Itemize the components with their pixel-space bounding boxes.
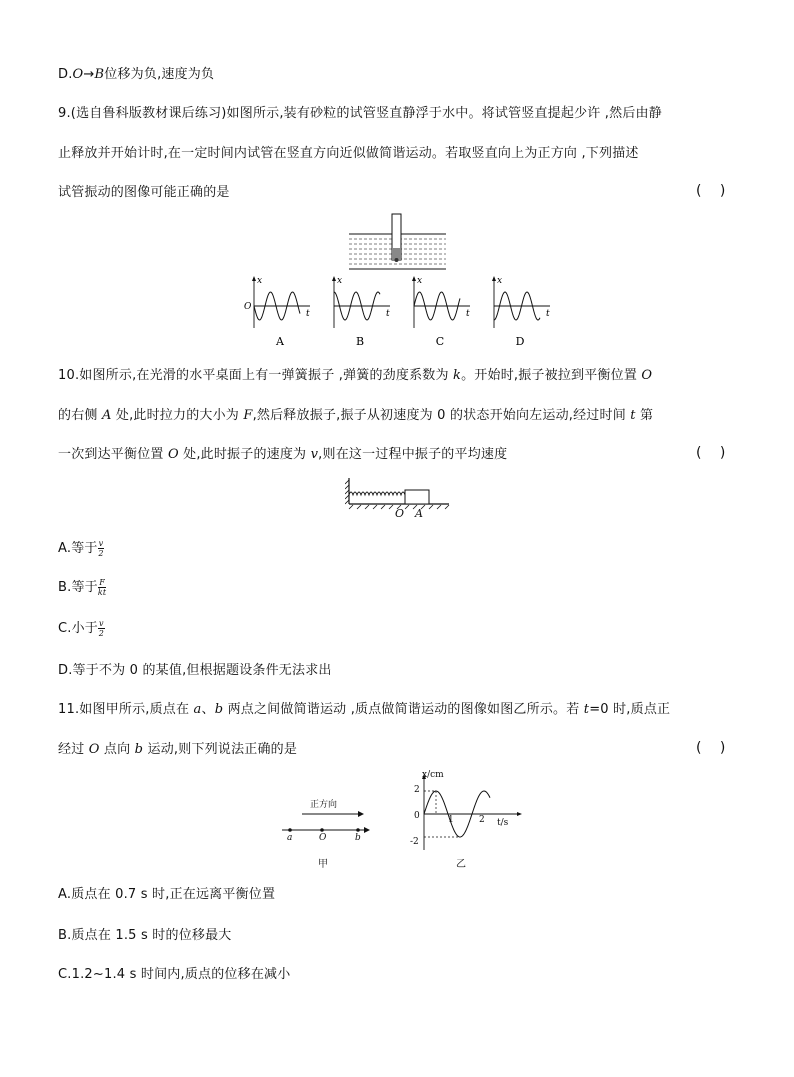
- yi-xtick-1: 1: [448, 815, 454, 825]
- var-b: b: [134, 742, 144, 757]
- x-axis-label: t: [546, 309, 550, 319]
- graph-label: C: [435, 335, 445, 348]
- point-b: B: [94, 67, 105, 82]
- jia-label-o: O: [319, 833, 327, 843]
- q9-line-1: 9.(选自鲁科版教材课后练习)如图所示,装有砂粒的试管竖直静浮于水中。将试管竖直提起少许 ,然后由静: [58, 106, 662, 121]
- text: 、: [201, 702, 215, 717]
- fig-label-a: A: [415, 507, 423, 520]
- origin-label: O: [244, 302, 252, 312]
- var-o: O: [88, 742, 100, 757]
- q9-graph-c: [412, 276, 470, 348]
- y-axis-label: x: [257, 276, 263, 286]
- q9-graphs: [240, 272, 560, 352]
- q9-line-3: 试管振动的图像可能正确的是: [58, 185, 230, 200]
- jia-label-a: a: [287, 833, 293, 843]
- graph-label: D: [515, 335, 525, 348]
- text: ,则在这一过程中振子的平均速度: [318, 447, 508, 462]
- q11-option-b: B.质点在 1.5 s 时的位移最大: [58, 928, 232, 943]
- yi-xtick-2: 2: [479, 815, 485, 825]
- denominator: 2: [98, 629, 105, 638]
- text: ,然后释放振子,振子从初速度为 0 的状态开始向左运动,经过时间: [252, 408, 631, 423]
- text: 经过: [58, 742, 89, 757]
- yi-xlabel: t/s: [497, 818, 509, 828]
- q9-graph-d: [492, 276, 550, 348]
- var-o: O: [641, 368, 653, 383]
- x-axis-label: t: [386, 309, 390, 319]
- option-text: 位移为负,速度为负: [104, 67, 215, 82]
- y-axis-label: x: [417, 276, 423, 286]
- text: 运动,则下列说法正确的是: [143, 742, 298, 757]
- y-axis-label: x: [337, 276, 343, 286]
- denominator: kt: [97, 588, 107, 597]
- text: 第: [635, 408, 654, 423]
- numerator: v: [99, 619, 104, 628]
- text: 11.如图甲所示,质点在: [58, 702, 194, 717]
- q11-option-c: C.1.2~1.4 s 时间内,质点的位移在减小: [58, 967, 291, 982]
- text: 一次到达平衡位置: [58, 447, 168, 462]
- fraction: [98, 619, 105, 638]
- q10-option-b: [58, 576, 106, 597]
- text: 处,此时拉力的大小为: [111, 408, 244, 423]
- var-v: v: [310, 447, 319, 462]
- jia-direction-label: 正方向: [310, 800, 338, 810]
- q9-test-tube-figure: [345, 212, 450, 274]
- y-axis-label: x: [497, 276, 503, 286]
- fraction: [98, 578, 106, 597]
- text: 的右侧: [58, 408, 102, 423]
- text: 点向: [99, 742, 135, 757]
- yi-ytick-2: 2: [414, 785, 420, 795]
- q10-option-a: [58, 537, 104, 558]
- q10-line-3: [58, 443, 507, 462]
- graph-label: B: [355, 335, 365, 348]
- text: =0 时,质点正: [589, 702, 671, 717]
- x-axis-arrow: [517, 812, 522, 816]
- option-text: B.等于: [58, 580, 98, 595]
- var-a: A: [101, 408, 112, 423]
- q8-option-d: [58, 63, 214, 82]
- var-t: t: [630, 408, 636, 423]
- numerator: F: [99, 578, 105, 587]
- point-o: O: [72, 67, 84, 82]
- q9-graph-a: [244, 276, 310, 348]
- y-axis-arrow: [252, 276, 256, 281]
- var-b: b: [214, 702, 224, 717]
- q9-graph-b: [332, 276, 390, 348]
- arrow: →: [83, 67, 95, 82]
- text: 10.如图所示,在光滑的水平桌面上有一弹簧振子 ,弹簧的劲度系数为: [58, 368, 454, 383]
- var-o: O: [167, 447, 179, 462]
- option-prefix: D.: [58, 67, 73, 82]
- q10-option-c: [58, 617, 105, 638]
- q11-option-a: A.质点在 0.7 s 时,正在远离平衡位置: [58, 887, 276, 902]
- fraction: [98, 539, 105, 558]
- q9-line-2: 止释放并开始计时,在一定时间内试管在竖直方向近似做简谐运动。若取竖直向上为正方向 ,下列描述: [58, 146, 639, 161]
- text: 。开始时,振子被拉到平衡位置: [461, 368, 642, 383]
- fig-label-o: O: [395, 507, 405, 520]
- y-axis-arrow: [492, 276, 496, 281]
- var-k: k: [453, 368, 462, 383]
- x-axis-label: t: [306, 309, 310, 319]
- numerator: v: [98, 539, 104, 548]
- jia-caption: 甲: [318, 859, 328, 870]
- q11-answer-paren: ( ): [696, 740, 726, 756]
- option-text: C.小于: [58, 621, 99, 636]
- q11-line-2: [58, 738, 297, 757]
- var-f: F: [243, 408, 253, 423]
- yi-ylabel: x/cm: [422, 770, 444, 780]
- graph-label: A: [276, 335, 284, 348]
- q10-line-1: [58, 364, 652, 383]
- q10-option-d: D.等于不为 0 的某值,但根据题设条件无法求出: [58, 663, 332, 678]
- y-axis-arrow: [412, 276, 416, 281]
- x-axis-label: t: [466, 309, 470, 319]
- q10-answer-paren: ( ): [696, 445, 726, 461]
- jia-label-b: b: [355, 833, 361, 843]
- q11-line-1: [58, 698, 670, 717]
- y-axis-arrow: [332, 276, 336, 281]
- q9-answer-paren: ( ): [696, 183, 726, 199]
- yi-ytick-0: 0: [414, 811, 420, 821]
- text: 处,此时振子的速度为: [178, 447, 311, 462]
- yi-caption: 乙: [456, 859, 466, 870]
- var-t: t: [583, 702, 590, 717]
- yi-ytick-neg2: -2: [410, 837, 419, 847]
- denominator: 2: [98, 549, 104, 558]
- text: 两点之间做简谐运动 ,质点做简谐运动的图像如图乙所示。若: [223, 702, 584, 717]
- option-text: A.等于: [58, 541, 98, 556]
- var-a: a: [193, 702, 202, 717]
- q10-line-2: [58, 404, 653, 423]
